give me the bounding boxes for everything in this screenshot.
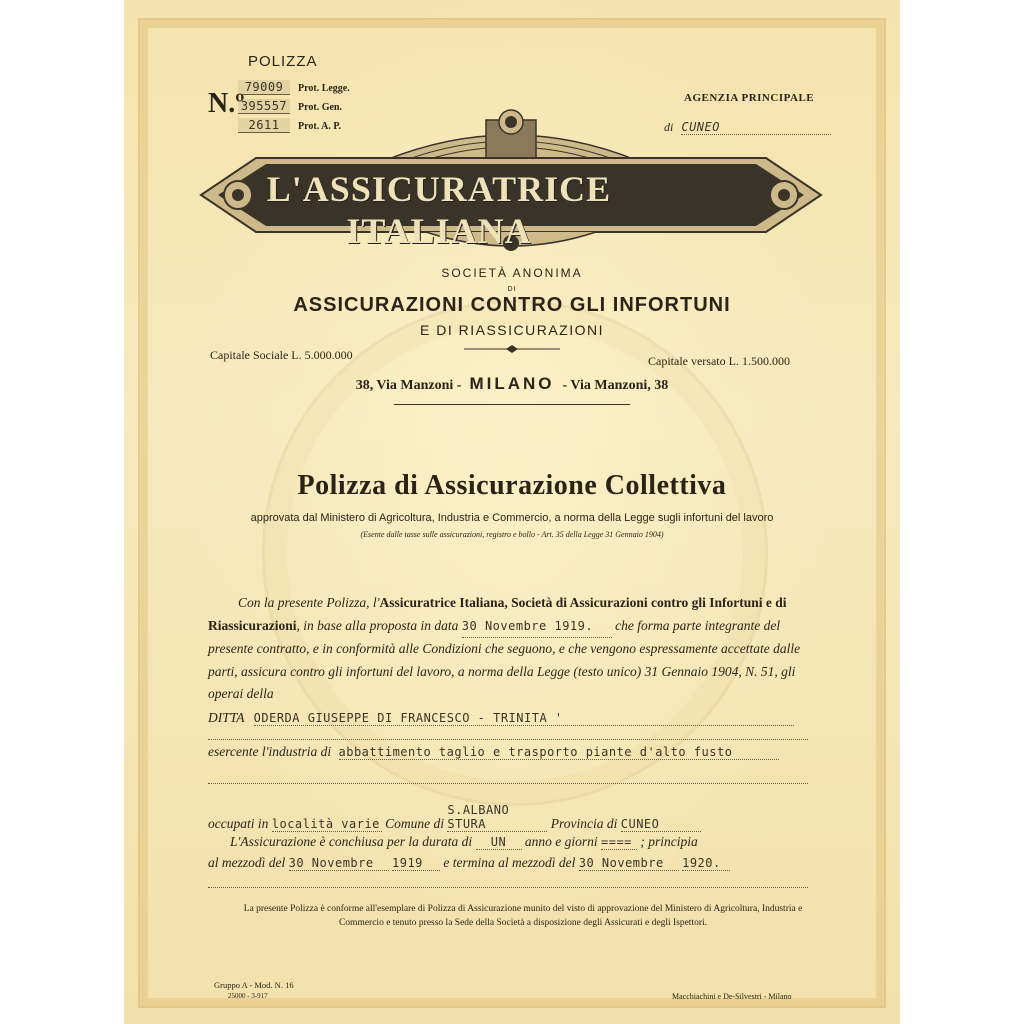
occupati-row <box>208 803 808 831</box>
giorni-label: e giorni <box>555 834 598 849</box>
prot-gen-value: 395557 <box>238 99 290 114</box>
policy-body-paragraph <box>208 592 828 706</box>
company-name: L'ASSICURATRICE ITALIANA <box>266 169 612 251</box>
address-underline <box>394 404 630 405</box>
agenzia-value: CUNEO <box>681 120 831 135</box>
prot-ap-label: Prot. A. P. <box>298 121 342 132</box>
comune-value: S.ALBANO STURA <box>447 803 547 832</box>
document-title: Polizza di Assicurazione Collettiva <box>297 470 727 501</box>
print-run: 25000 - 3-917 <box>228 992 268 1000</box>
document-subtitle: approvata dal Ministero di Agricoltura, Industria e Commercio, a norma della Legge sugli infortuni del lavoro <box>250 512 774 524</box>
company-address <box>124 374 900 394</box>
agenzia-di: di <box>664 120 674 134</box>
capitale-versato: Capitale versato L. 1.500.000 <box>648 354 790 368</box>
localita-value: località varie <box>271 817 380 831</box>
p1-c: , in base alla proposta in data <box>296 617 459 633</box>
footer-note: La presente Polizza è conforme all'esemplare di Polizza di Assicurazione munito del visto di approvazione del Ministero di Agricoltura, Industria e Commercio e tenuto presso la Sede della Società a disposizione degli Assicurati e degli Ispettori. <box>243 904 803 928</box>
p1-d: che forma parte integrante del presente contratto, e in conformità alle Condizioni che seguono, e che vengono espressamente accettate dalle parti, assicura contro gli infortuni del lavoro, a norma della Legge (testo unico) 31 Gennaio 1904, N. 51, gli operai della <box>208 617 801 701</box>
policy-document <box>124 0 900 1024</box>
start-year: 1919 <box>392 856 440 871</box>
number-mark: N.º <box>208 88 245 119</box>
ditta-row <box>208 710 808 734</box>
prot-gen-label: Prot. Gen. <box>298 102 342 113</box>
industria-label: esercente l'industria di <box>208 744 332 759</box>
capitale-sociale: Capitale Sociale L. 5.000.000 <box>210 348 353 362</box>
prot-legge-row <box>238 80 350 95</box>
principia-label: ; principia <box>640 834 698 849</box>
industria-value: abbattimento taglio e trasporto piante d'alto fusto <box>339 745 779 760</box>
provincia-value: CUNEO <box>621 817 701 832</box>
comune-label: Comune di <box>385 816 444 831</box>
address-right: - Via Manzoni, 38 <box>562 378 669 393</box>
p1-b: Assicuratrice Italiana, Società di Assicurazioni contro gli Infortuni e di Riassicurazioni <box>208 595 787 633</box>
company-business: ASSICURAZIONI CONTRO GLI INFORTUNI <box>293 294 731 316</box>
durata-label: L'Assicurazione è conchiusa per la durata di <box>230 834 473 849</box>
gruppo-mod: Gruppo A - Mod. N. 16 <box>214 980 294 990</box>
prot-ap-value: 2611 <box>238 118 290 133</box>
ditta-label: DITTA <box>208 710 245 725</box>
agenzia-label: AGENZIA PRINCIPALE <box>684 92 815 104</box>
prot-legge-value: 79009 <box>238 80 290 95</box>
polizza-label: POLIZZA <box>248 53 318 70</box>
durata-value: UN <box>476 835 522 850</box>
blank-line-2 <box>208 782 808 784</box>
divider-ornament <box>464 344 560 354</box>
di-small: DI <box>507 286 517 293</box>
end-year: 1920. <box>682 856 730 871</box>
ditta-value: ODERDA GIUSEPPE DI FRANCESCO - TRINITA ' <box>254 711 794 726</box>
occupati-label: occupati in <box>208 816 269 831</box>
mezzodi-label: al mezzodì del <box>208 855 286 870</box>
end-day: 30 Novembre <box>579 856 679 871</box>
proposal-date: 30 Novembre 1919. <box>462 615 612 639</box>
p1-a: Con la presente Polizza, l' <box>238 595 380 610</box>
termina-label: e termina al mezzodì del <box>443 855 576 870</box>
anno-label: anno <box>524 834 552 849</box>
date-row <box>208 855 808 879</box>
address-left: 38, Via Manzoni - <box>355 378 462 393</box>
giorni-value: ==== <box>601 835 637 850</box>
document-note: (Esente dalle tasse sulle assicurazioni, registro e bollo - Art. 35 della Legge 31 Gennaio 1904) <box>360 530 664 539</box>
industria-row <box>208 744 808 768</box>
prot-legge-label: Prot. Legge. <box>298 83 350 94</box>
company-type: SOCIETÀ ANONIMA <box>441 266 583 280</box>
address-city: MILANO <box>469 374 555 393</box>
provincia-label: Provincia di <box>550 816 618 831</box>
company-business-2: E DI RIASSICURAZIONI <box>419 322 605 338</box>
printer-credit: Macchiachini e De-Silvestri - Milano <box>672 992 792 1001</box>
blank-line-3 <box>208 886 808 888</box>
blank-line-1 <box>208 738 808 740</box>
start-day: 30 Novembre <box>289 856 389 871</box>
